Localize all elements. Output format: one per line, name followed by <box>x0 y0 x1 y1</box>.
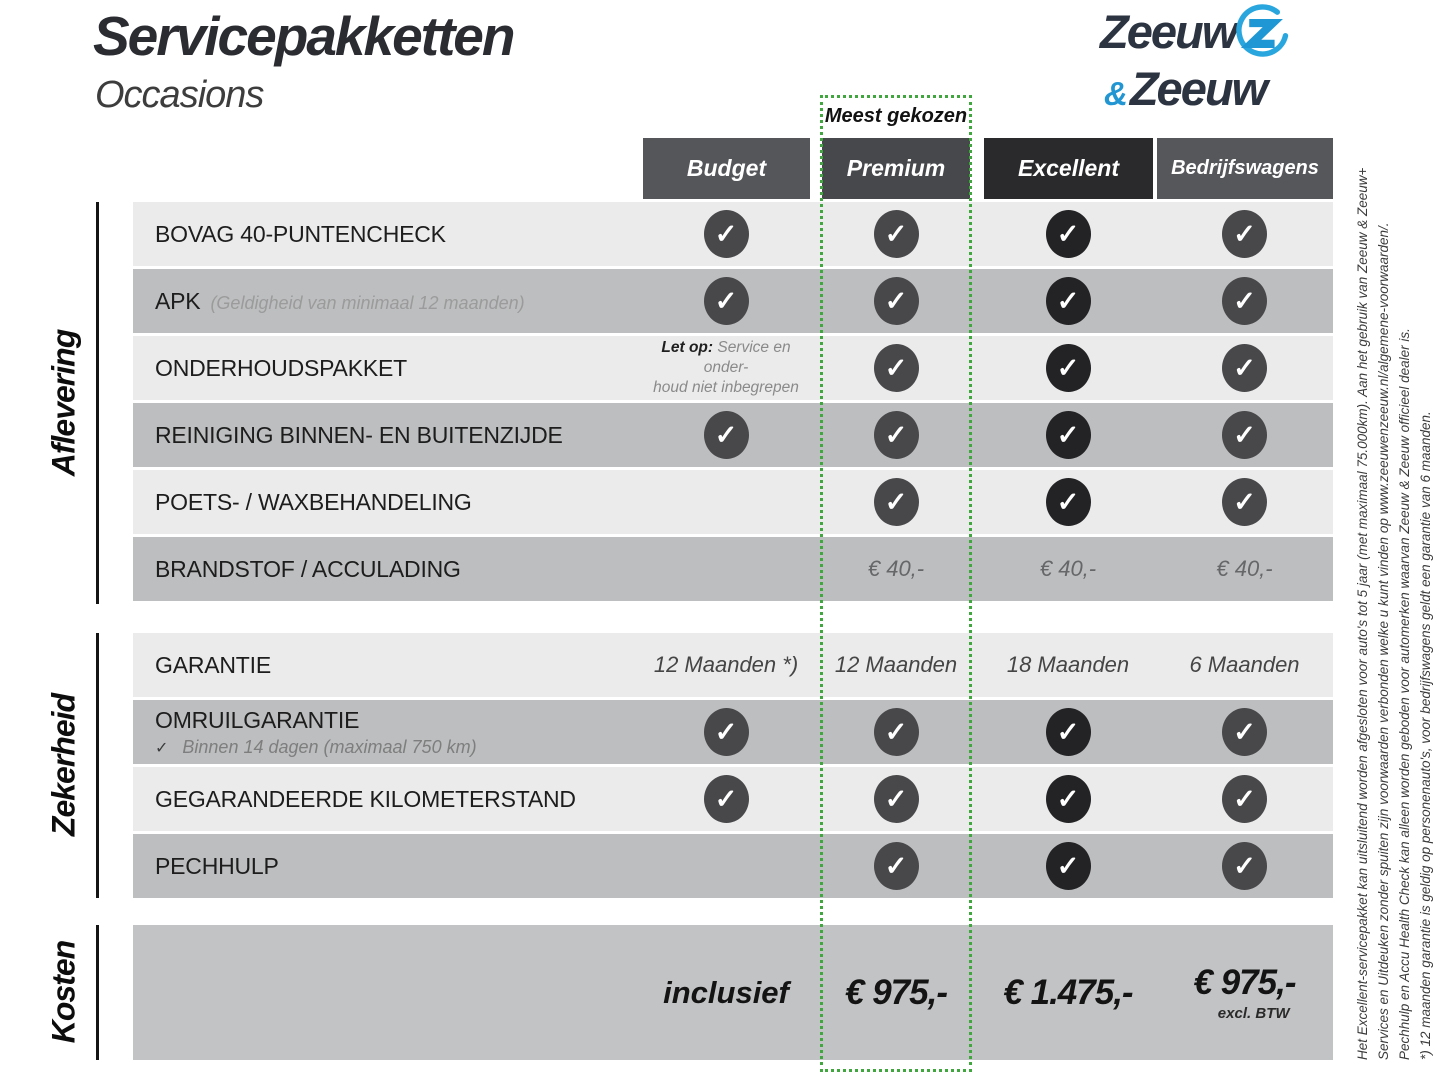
section-line-kosten <box>96 925 99 1060</box>
row-label-note: (Geldigheid van minimaal 12 maanden) <box>210 292 525 313</box>
check-icon: ✓ <box>874 842 919 890</box>
check-icon: ✓ <box>1222 842 1267 890</box>
table-row-kilometerstand <box>133 767 1333 831</box>
column-header-premium: Premium <box>822 138 970 199</box>
cost-bedrijfswagens-cell <box>1156 963 1333 1022</box>
cost-excellent-value: € 1.475,- <box>1003 972 1133 1012</box>
premium-cell <box>812 210 980 258</box>
premium-cell <box>812 775 980 823</box>
footnote-line: Het Excellent-servicepakket kan uitsluitend worden afgesloten voor auto's tot 5 jaar (met maximaal 75.000km). Aan het gebruik van Zeeuw & Zeeuw+ <box>1355 167 1370 1060</box>
table-row-bovag <box>133 202 1333 266</box>
check-icon: ✓ <box>704 411 749 459</box>
excellent-cell <box>980 478 1156 526</box>
garantie-value: 12 Maanden *) <box>653 652 799 677</box>
excellent-cell <box>980 556 1156 582</box>
check-icon: ✓ <box>1046 842 1091 890</box>
table-row-garantie <box>133 633 1333 697</box>
budget-cell <box>640 775 812 823</box>
letop-line2: houd niet inbegrepen <box>653 379 799 397</box>
check-icon: ✓ <box>874 478 919 526</box>
logo-z-swoosh-icon <box>1232 4 1290 67</box>
premium-cell <box>812 478 980 526</box>
budget-cell <box>640 708 812 756</box>
cost-premium-cell <box>812 973 980 1013</box>
price-value: € 40,- <box>1039 556 1097 581</box>
table-row-brandstof <box>133 537 1333 601</box>
premium-cell <box>812 344 980 392</box>
check-icon: ✓ <box>704 277 749 325</box>
logo-word-bottom: Zeeuw <box>1129 62 1267 115</box>
page-title: Servicepakketten <box>93 5 514 67</box>
check-icon: ✓ <box>874 411 919 459</box>
premium-cell <box>812 411 980 459</box>
section-label-text: Kosten <box>45 940 82 1044</box>
check-icon: ✓ <box>1046 708 1091 756</box>
budget-cell <box>640 210 812 258</box>
bedrijfswagens-cell <box>1156 411 1333 459</box>
check-icon: ✓ <box>874 708 919 756</box>
section-line-zekerheid <box>96 633 99 898</box>
cost-bedrijfswagens-value: € 975,- <box>1193 963 1296 1002</box>
row-label: POETS- / WAXBEHANDELING <box>155 488 472 515</box>
check-icon: ✓ <box>1222 344 1267 392</box>
row-label: BOVAG 40-PUNTENCHECK <box>155 220 446 247</box>
bedrijfswagens-cell <box>1156 344 1333 392</box>
check-icon: ✓ <box>1222 210 1267 258</box>
premium-cell <box>812 277 980 325</box>
row-subnote <box>155 737 640 758</box>
check-icon: ✓ <box>1222 775 1267 823</box>
column-header-excellent: Excellent <box>984 138 1153 199</box>
row-label <box>133 288 640 315</box>
check-icon: ✓ <box>704 708 749 756</box>
premium-cell <box>812 842 980 890</box>
table-row-pechhulp <box>133 834 1333 898</box>
bedrijfswagens-cell <box>1156 556 1333 582</box>
check-icon: ✓ <box>1222 411 1267 459</box>
bedrijfswagens-cell <box>1156 652 1333 678</box>
section-aflevering <box>133 202 1333 604</box>
premium-cell <box>812 708 980 756</box>
logo-ampersand: & <box>1104 75 1128 112</box>
check-icon: ✓ <box>1222 478 1267 526</box>
most-chosen-label: Meest gekozen <box>824 105 968 127</box>
company-logo <box>1100 5 1340 115</box>
table-row-poets <box>133 470 1333 534</box>
garantie-value: 12 Maanden <box>834 652 958 677</box>
excellent-cell <box>980 277 1156 325</box>
footnotes <box>1352 128 1440 1060</box>
budget-cell <box>640 652 812 678</box>
section-zekerheid <box>133 633 1333 901</box>
excellent-cell <box>980 842 1156 890</box>
letop-bold: Let op: <box>661 338 714 356</box>
row-label: PECHHULP <box>155 852 279 879</box>
price-value: € 40,- <box>867 556 925 581</box>
row-label: ONDERHOUDSPAKKET <box>155 354 407 381</box>
excellent-cell <box>980 775 1156 823</box>
bedrijfswagens-cell <box>1156 775 1333 823</box>
garantie-value: 18 Maanden <box>1006 652 1130 677</box>
check-icon: ✓ <box>1046 344 1091 392</box>
excellent-cell <box>980 411 1156 459</box>
letop-line1: Service en onder- <box>703 338 791 376</box>
table-row-omruilgarantie <box>133 700 1333 764</box>
budget-cell <box>640 277 812 325</box>
bedrijfswagens-cell <box>1156 210 1333 258</box>
check-icon: ✓ <box>1046 478 1091 526</box>
cost-budget-value: inclusief <box>663 974 789 1010</box>
column-header-bedrijfswagens: Bedrijfswagens <box>1157 138 1333 199</box>
excellent-cell <box>980 708 1156 756</box>
cost-row <box>133 925 1333 1060</box>
row-label-text: OMRUILGARANTIE <box>155 706 360 733</box>
row-label <box>133 707 640 758</box>
page-subtitle: Occasions <box>95 74 264 116</box>
footnote-line: *) 12 maanden garantie is geldig op personenauto's, voor bedrijfswagens geldt een garantie van 6 maanden. <box>1418 411 1433 1060</box>
garantie-value: 6 Maanden <box>1189 652 1300 677</box>
cost-premium-value: € 975,- <box>845 972 947 1012</box>
excellent-cell <box>980 344 1156 392</box>
check-icon: ✓ <box>1222 277 1267 325</box>
premium-cell <box>812 556 980 582</box>
footnote-line: Pechhulp en Accu Health Check kan alleen worden geboden voor automerken waarvan Zeeuw & Zeeuw officieel dealer is. <box>1397 328 1412 1060</box>
logo-line-2 <box>1104 62 1340 115</box>
check-icon: ✓ <box>1046 210 1091 258</box>
column-header-budget: Budget <box>643 138 810 199</box>
row-label: GEGARANDEERDE KILOMETERSTAND <box>155 785 576 812</box>
row-label: REINIGING BINNEN- EN BUITENZIJDE <box>155 421 563 448</box>
excellent-cell <box>980 210 1156 258</box>
bedrijfswagens-cell <box>1156 277 1333 325</box>
cost-excellent-cell <box>980 973 1156 1013</box>
row-label-text: APK <box>155 287 201 314</box>
row-label: BRANDSTOF / ACCULADING <box>155 555 461 582</box>
check-icon: ✓ <box>1046 277 1091 325</box>
price-value: € 40,- <box>1216 556 1273 581</box>
check-icon: ✓ <box>874 277 919 325</box>
letop-note <box>640 338 812 398</box>
check-icon: ✓ <box>1046 411 1091 459</box>
budget-cell <box>640 411 812 459</box>
table-row-reiniging <box>133 403 1333 467</box>
footnote-line: Services en Uitdeuken zonder spuiten zijn voorwaarden verbonden welke u kunt vinden op www.zeeuwenzeeuw.nl/algemene-voorwaarden/. <box>1376 222 1391 1060</box>
cost-bedrijfswagens-stack <box>1194 963 1296 1022</box>
check-icon: ✓ <box>874 210 919 258</box>
section-label-text: Aflevering <box>45 329 82 477</box>
check-icon: ✓ <box>1222 708 1267 756</box>
check-icon: ✓ <box>874 775 919 823</box>
check-icon: ✓ <box>1046 775 1091 823</box>
check-icon: ✓ <box>704 210 749 258</box>
logo-word-top: Zeeuw <box>1100 5 1237 58</box>
bedrijfswagens-cell <box>1156 842 1333 890</box>
cost-budget-cell <box>640 975 812 1011</box>
table-row-onderhoudspakket <box>133 336 1333 400</box>
row-label: GARANTIE <box>155 651 271 678</box>
budget-cell <box>640 338 812 398</box>
section-line-aflevering <box>96 202 99 604</box>
section-label-text: Zekerheid <box>45 693 82 837</box>
check-icon: ✓ <box>874 344 919 392</box>
cost-btw-note: excl. BTW <box>1217 1005 1290 1022</box>
tick-icon: ✓ <box>155 739 169 757</box>
logo-line-1 <box>1100 5 1340 67</box>
bedrijfswagens-cell <box>1156 478 1333 526</box>
table-row-apk <box>133 269 1333 333</box>
check-icon: ✓ <box>704 775 749 823</box>
bedrijfswagens-cell <box>1156 708 1333 756</box>
premium-cell <box>812 652 980 678</box>
row-subnote-text: Binnen 14 dagen (maximaal 750 km) <box>182 736 477 757</box>
excellent-cell <box>980 652 1156 678</box>
